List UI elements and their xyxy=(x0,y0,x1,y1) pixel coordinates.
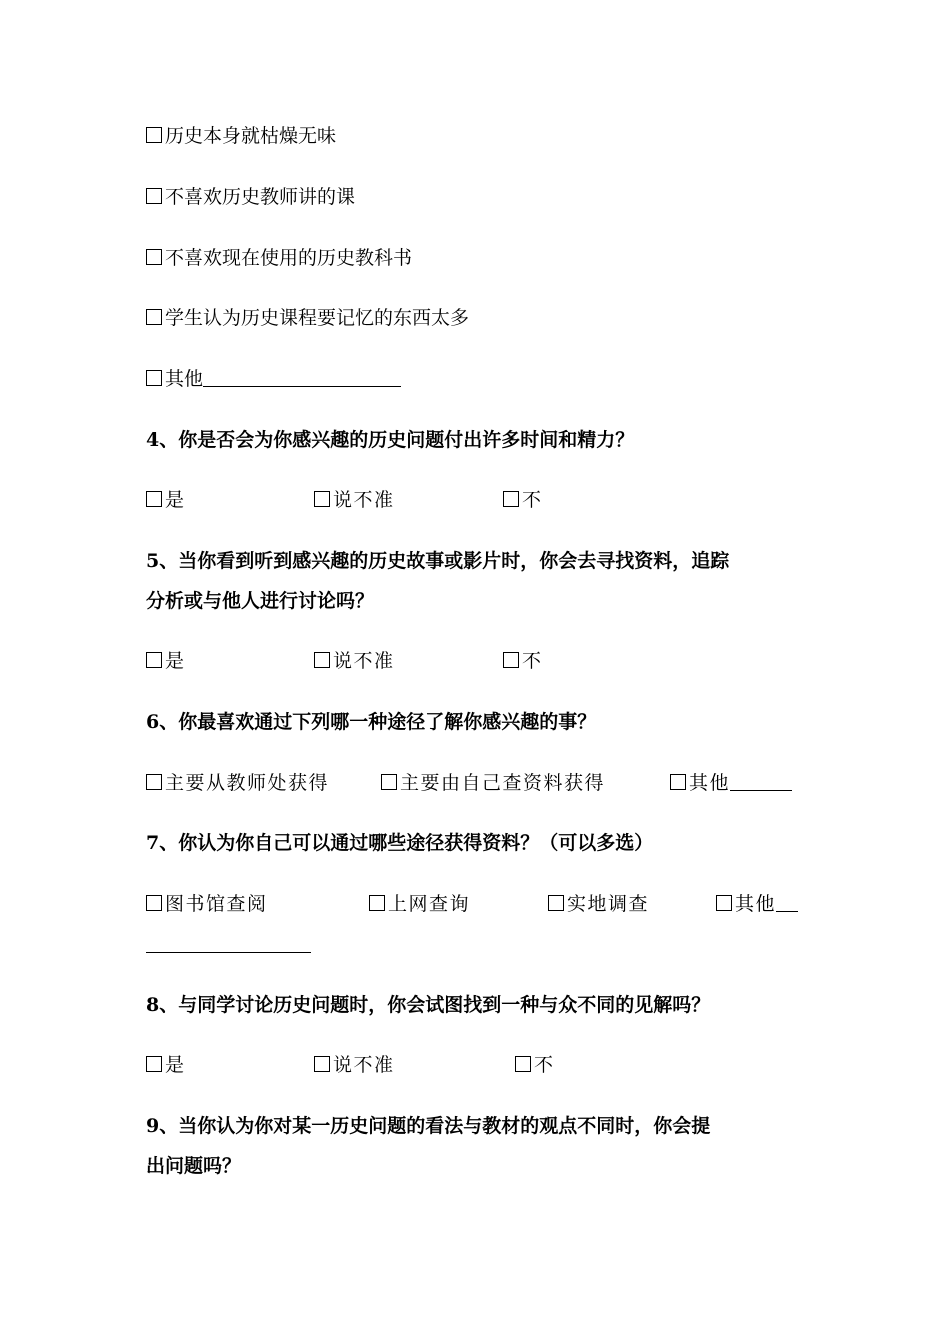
q8-option-yes[interactable]: 是 xyxy=(146,1052,186,1078)
checkbox[interactable] xyxy=(515,1056,531,1072)
checkbox[interactable] xyxy=(670,774,686,790)
q8-option-no[interactable]: 不 xyxy=(515,1052,555,1078)
checkbox[interactable] xyxy=(146,188,162,204)
q8-option-unsure[interactable]: 说不准 xyxy=(314,1052,395,1078)
q3-option-2[interactable]: 不喜欢历史教师讲的课 xyxy=(146,184,355,210)
fill-in-blank[interactable] xyxy=(776,893,798,912)
checkbox[interactable] xyxy=(146,309,162,325)
q3-option-1[interactable]: 历史本身就枯燥无味 xyxy=(146,123,336,149)
fill-in-blank-continued[interactable] xyxy=(146,952,311,953)
q4-option-unsure[interactable]: 说不准 xyxy=(314,487,395,513)
q5-option-no[interactable]: 不 xyxy=(503,648,543,674)
q6-option-other[interactable]: 其他 xyxy=(670,770,792,796)
question-4: 4、你是否会为你感兴趣的历史问题付出许多时间和精力？ xyxy=(146,429,635,451)
q5-option-yes[interactable]: 是 xyxy=(146,648,186,674)
question-6: 6、你最喜欢通过下列哪一种途径了解你感兴趣的事？ xyxy=(146,711,597,733)
checkbox[interactable] xyxy=(146,249,162,265)
checkbox[interactable] xyxy=(146,370,162,386)
question-9-line-2: 出问题吗？ xyxy=(146,1155,242,1177)
checkbox[interactable] xyxy=(503,491,519,507)
checkbox[interactable] xyxy=(146,895,162,911)
checkbox[interactable] xyxy=(314,491,330,507)
checkbox[interactable] xyxy=(146,127,162,143)
q3-option-4[interactable]: 学生认为历史课程要记忆的东西太多 xyxy=(146,305,469,331)
checkbox[interactable] xyxy=(146,1056,162,1072)
question-7: 7、你认为你自己可以通过哪些途径获得资料？（可以多选） xyxy=(146,832,654,854)
checkbox[interactable] xyxy=(146,774,162,790)
q7-option-library[interactable]: 图书馆查阅 xyxy=(146,891,268,917)
q7-option-internet[interactable]: 上网查询 xyxy=(369,891,470,917)
q6-option-teacher[interactable]: 主要从教师处获得 xyxy=(146,770,329,796)
q7-option-other[interactable]: 其他 xyxy=(716,891,798,917)
q6-option-self-research[interactable]: 主要由自己查资料获得 xyxy=(381,770,605,796)
question-5-line-1: 5、当你看到听到感兴趣的历史故事或影片时，你会去寻找资料，追踪 xyxy=(146,550,730,572)
checkbox[interactable] xyxy=(146,491,162,507)
question-8: 8、与同学讨论历史问题时，你会试图找到一种与众不同的见解吗？ xyxy=(146,994,711,1016)
q4-option-no[interactable]: 不 xyxy=(503,487,543,513)
q5-option-unsure[interactable]: 说不准 xyxy=(314,648,395,674)
checkbox[interactable] xyxy=(503,652,519,668)
question-9-line-1: 9、当你认为你对某一历史问题的看法与教材的观点不同时，你会提 xyxy=(146,1115,711,1137)
checkbox[interactable] xyxy=(369,895,385,911)
checkbox[interactable] xyxy=(314,652,330,668)
q3-option-other[interactable]: 其他 xyxy=(146,366,401,392)
checkbox[interactable] xyxy=(381,774,397,790)
q3-option-3[interactable]: 不喜欢现在使用的历史教科书 xyxy=(146,245,412,271)
question-5-line-2: 分析或与他人进行讨论吗？ xyxy=(146,590,375,612)
checkbox[interactable] xyxy=(314,1056,330,1072)
fill-in-blank[interactable] xyxy=(203,368,401,387)
fill-in-blank[interactable] xyxy=(730,772,792,791)
checkbox[interactable] xyxy=(716,895,732,911)
q4-option-yes[interactable]: 是 xyxy=(146,487,186,513)
checkbox[interactable] xyxy=(146,652,162,668)
q7-option-field-survey[interactable]: 实地调查 xyxy=(548,891,649,917)
checkbox[interactable] xyxy=(548,895,564,911)
